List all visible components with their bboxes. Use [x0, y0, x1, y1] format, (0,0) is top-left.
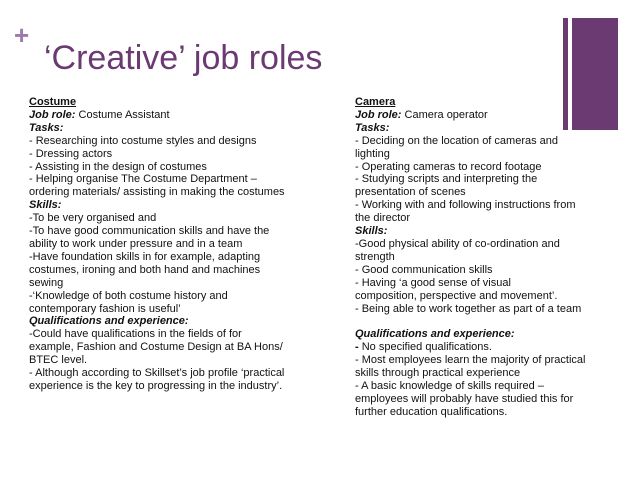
camera-skill-line: strength: [355, 250, 395, 263]
costume-column: [29, 96, 291, 393]
camera-task-line: presentation of scenes: [355, 186, 466, 199]
blank-line: [355, 315, 589, 328]
costume-skill-line: -‘Knowledge of both costume history and: [29, 289, 228, 302]
job-role-value: Costume Assistant: [75, 108, 170, 121]
job-role-label: Job role:: [355, 108, 402, 121]
costume-skill-line: ability to work under pressure and in a team: [29, 237, 243, 250]
bullet-dash: -: [355, 341, 359, 354]
costume-task-line: - Helping organise The Costume Department –: [29, 173, 257, 186]
camera-skill-line: - Being able to work together as part of a team: [355, 302, 582, 315]
costume-skill-line: -Have foundation skills in for example, adapting: [29, 250, 261, 263]
camera-qualification-line: [355, 341, 589, 354]
camera-skills-label: Skills:: [355, 225, 388, 238]
camera-task-line: lighting: [355, 147, 390, 160]
camera-job-role: [355, 109, 589, 122]
costume-qualification-line: experience is the key to progressing in the industry’.: [29, 379, 283, 392]
costume-skill-line: contemporary fashion is useful’: [29, 302, 181, 315]
costume-heading: Costume: [29, 96, 77, 108]
camera-qualification-line: - Most employees learn the majority of practical: [355, 354, 586, 367]
camera-qualifications-label: Qualifications and experience:: [355, 328, 515, 341]
camera-skill-line: - Having ‘a good sense of visual: [355, 276, 511, 289]
costume-skill-line: -To have good communication skills and have the: [29, 225, 270, 238]
costume-task-line: - Assisting in the design of costumes: [29, 160, 207, 173]
costume-qualification-line: -Could have qualifications in the fields of for: [29, 328, 242, 341]
costume-qualification-line: BTEC level.: [29, 354, 88, 367]
costume-skill-line: -To be very organised and: [29, 212, 157, 225]
camera-tasks-label: Tasks:: [355, 121, 390, 134]
costume-task-line: ordering materials/ assisting in making the costumes: [29, 186, 285, 199]
camera-qualification-line: - A basic knowledge of skills required –: [355, 379, 544, 392]
costume-task-line: - Researching into costume styles and designs: [29, 134, 257, 147]
costume-qualification-line: example, Fashion and Costume Design at BA Hons/: [29, 341, 283, 354]
camera-qualification-line: employees will probably have studied this for: [355, 392, 574, 405]
costume-qualification-line: - Although according to Skillset’s job profile ‘practical: [29, 367, 285, 380]
camera-task-line: the director: [355, 212, 411, 225]
camera-task-line: - Working with and following instructions from: [355, 199, 576, 212]
camera-skill-line: composition, perspective and movement’.: [355, 289, 558, 302]
job-role-label: Job role:: [29, 108, 76, 121]
costume-skills-label: Skills:: [29, 199, 62, 212]
costume-skill-line: sewing: [29, 276, 64, 289]
costume-tasks-label: Tasks:: [29, 121, 64, 134]
costume-job-role: [29, 109, 291, 122]
job-role-value: Camera operator: [401, 108, 488, 121]
camera-qualification-line: further education qualifications.: [355, 405, 508, 418]
camera-heading: Camera: [355, 96, 396, 108]
costume-qualifications-label: Qualifications and experience:: [29, 315, 189, 328]
qualification-text: No specified qualifications.: [358, 341, 492, 354]
costume-task-line: - Dressing actors: [29, 147, 113, 160]
camera-task-line: - Studying scripts and interpreting the: [355, 173, 538, 186]
slide-title: ‘Creative’ job roles: [44, 39, 323, 77]
camera-task-line: - Operating cameras to record footage: [355, 160, 542, 173]
camera-qualification-line: skills through practical experience: [355, 367, 521, 380]
costume-skill-line: costumes, ironing and both hand and machines: [29, 263, 261, 276]
camera-column: [355, 96, 589, 419]
camera-skill-line: -Good physical ability of co-ordination and: [355, 237, 560, 250]
plus-icon: +: [14, 20, 30, 50]
camera-task-line: - Deciding on the location of cameras and: [355, 134, 559, 147]
camera-skill-line: - Good communication skills: [355, 263, 493, 276]
